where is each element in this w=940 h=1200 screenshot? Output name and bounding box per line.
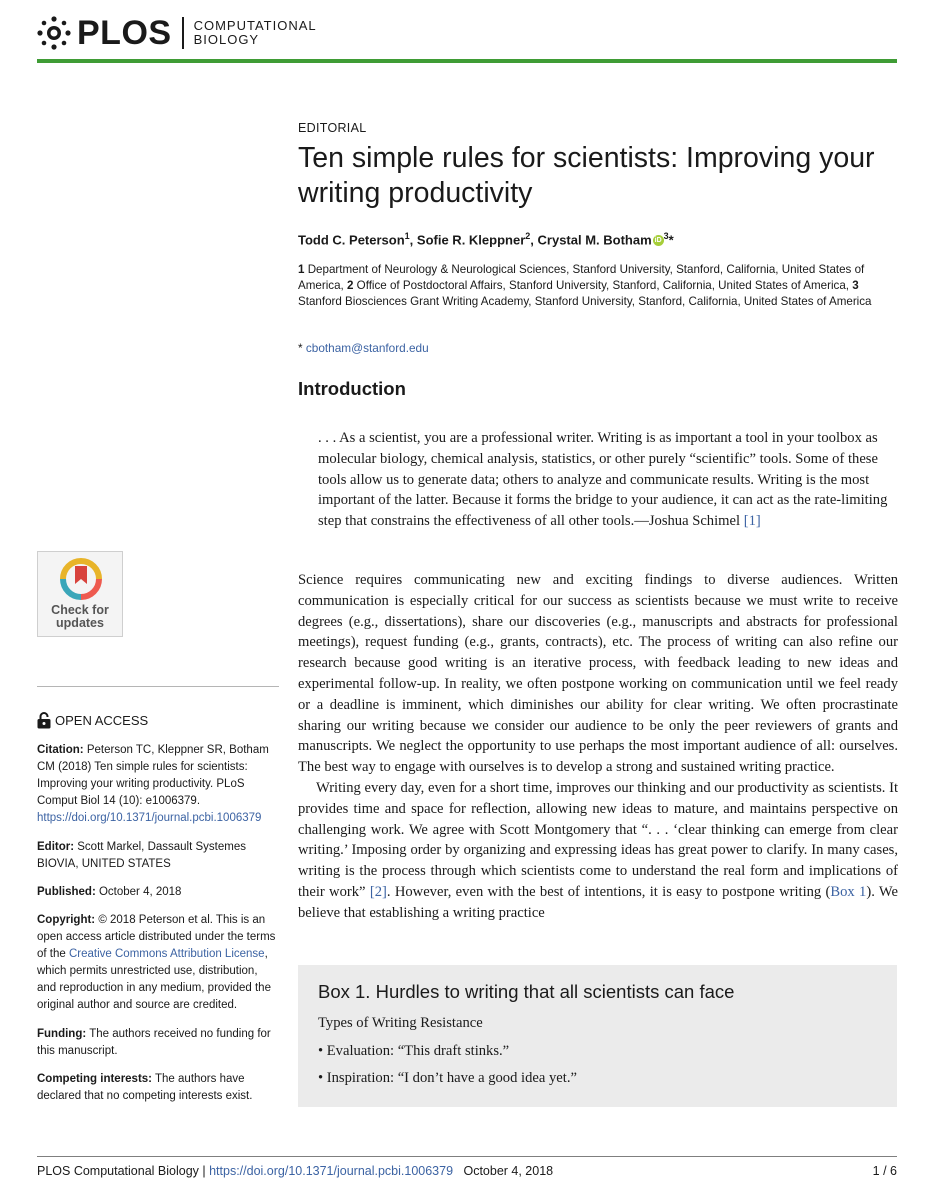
open-lock-icon [37,712,51,729]
paragraph-text: ). We believe that establishing a writing practice [298,883,898,921]
competing-label: Competing interests: [37,1073,153,1085]
plos-sunburst-icon [37,16,71,50]
copyright-block [37,912,277,1014]
body-text [298,570,898,924]
citation-block [37,742,277,827]
footer-rule [37,1156,897,1157]
author-list: Todd C. Peterson$^1$, Sofie R. Kleppner$^2$, Crystal M. Botham iD $^3$* [298,231,674,248]
footer-date: October 4, 2018 [463,1164,554,1178]
article-title: Ten simple rules for scientists: Improving your writing productivity [298,142,875,209]
author-sup: 3 [663,231,669,241]
email-link[interactable]: cbotham@stanford.edu [305,341,429,355]
check-updates-line1: Check for [51,603,109,617]
logo-divider [182,17,184,49]
competing-text: The authors have declared that no competing interests exist. [37,1073,253,1102]
copyright-text-a: © 2018 Peterson et al. This is an open access article distributed under the terms of the [37,914,276,960]
header-rule [37,59,897,63]
paragraph: Science requires communicating new and exciting findings to diverse audiences. Written communication is especially critical for our success as scientists because we must write to receive degrees (e.g., dissertations), share our discoveries (e.g., manuscripts and abstracts for professional meetings), request funding (e.g., grants, contracts), etc. The process of writing can also refine our research because good writing is an iterative process, with feedback leading to new ideas and experimental follow-up. In reality, we often postpone working on communication until we feel ready or a deadline is imminent, which diminishes our ability for clear writing. We often procrastinate sharing our writing because we consider our audience to be only the peer reviewers of grants and manuscripts. We neglect the opportunity to use perhaps the most important audience of all: ourselves. The best way to engage with ourselves is to develop a strong and sustained writing practice. [298,572,898,776]
affiliations [298,262,898,310]
author-name[interactable]: Sofie R. Kleppner [416,232,526,248]
author-sup: 2 [525,231,531,241]
footer-citation [37,1164,553,1178]
paragraph [298,778,898,924]
copyright-text-b: , which permits unrestricted use, distribution, and reproduction in any medium, provided the original author and source are credited. [37,948,271,1011]
quote-text: . . . As a scientist, you are a professional writer. Writing is as important a tool in your toolbox as molecular biology, chemical analysis, statistics, or other purely “scientific” tools. Some of these tools allow us to generate data; others to analyze and communicate results. Writing is the most important of the latter. Because it forms the bridge to your audience, it can act as the rate-limiting step that constrains the effectiveness of all other tools.—Joshua Schimel [318,430,888,530]
editor-text: Scott Markel, Dassault Systemes BIOVIA, UNITED STATES [37,841,246,870]
list-item-text: Evaluation: “This draft stinks.” [326,1043,510,1059]
box-list [318,1043,577,1097]
license-link[interactable]: Creative Commons Attribution License [68,948,265,960]
box-subtitle: Types of Writing Resistance [318,1015,483,1031]
funding-text: The authors received no funding for this manuscript. [37,1028,271,1057]
citation-doi-link[interactable]: https://doi.org/10.1371/journal.pcbi.1006379 [37,812,262,824]
epigraph-quote [318,428,893,532]
box-link[interactable]: Box 1 [830,883,867,900]
journal-name-line1: COMPUTATIONAL [193,18,317,33]
journal-name-line2: BIOLOGY [193,32,260,47]
journal-name [194,19,317,47]
author-name[interactable]: Todd C. Peterson [298,232,405,248]
open-access-text: OPEN ACCESS [55,713,149,728]
published-block [37,884,277,901]
box-1 [298,965,897,1107]
journal-logo[interactable] [37,12,317,54]
author-sup: 1 [404,231,410,241]
page-number: 1 / 6 [872,1164,897,1178]
affiliation-text: Stanford Biosciences Grant Writing Academy, Stanford University, Stanford, California, United States of America [298,295,872,308]
competing-interests-block [37,1071,277,1105]
funding-label: Funding: [37,1028,87,1040]
published-date: October 4, 2018 [98,886,182,898]
editor-block [37,839,277,873]
editor-label: Editor: [37,841,75,853]
box-title: Box 1. Hurdles to writing that all scientists can face [318,981,735,1002]
copyright-label: Copyright: [37,914,96,926]
affiliation-number: 3 [852,279,859,292]
orcid-icon[interactable]: iD [654,237,662,245]
citation-label: Citation: [37,744,84,756]
list-item-text: Inspiration: “I don’t have a good idea yet.” [326,1070,577,1086]
open-access-label [37,712,148,729]
corresponding-email [298,341,429,355]
section-heading: Introduction [298,378,406,399]
check-updates-line2: updates [56,616,104,630]
reference-link[interactable]: [2] [369,883,387,900]
check-updates-icon [60,558,102,602]
sidebar-rule [37,686,279,687]
citation-text: Peterson TC, Kleppner SR, Botham CM (2018) Ten simple rules for scientists: Improving your writing productivity. PLoS Comput Biol 14 (10): e1006379. [37,744,269,807]
affiliation-text: Department of Neurology & Neurological Sciences, Stanford University, Stanford, California, United States of America, [298,263,865,292]
list-item: • Evaluation: “This draft stinks.” [318,1043,510,1059]
email-prefix: * [298,341,303,355]
check-updates-label [38,604,122,630]
article-type: EDITORIAL [298,121,367,135]
list-item: • Inspiration: “I don’t have a good idea yet.” [318,1070,577,1086]
affiliation-number: 1 [298,263,305,276]
check-for-updates-button[interactable] [37,551,123,637]
footer-journal: PLOS Computational Biology | [37,1164,206,1178]
corresponding-mark: * [668,232,674,248]
plos-wordmark: PLOS [77,13,172,52]
footer-doi-link[interactable]: https://doi.org/10.1371/journal.pcbi.1006379 [209,1164,454,1178]
published-label: Published: [37,886,96,898]
reference-link[interactable]: [1] [743,513,761,530]
affiliation-number: 2 [346,279,354,292]
paragraph-text: . However, even with the best of intentions, it is easy to postpone writing ( [386,883,831,900]
funding-block [37,1026,277,1060]
affiliation-text: Office of Postdoctoral Affairs, Stanford University, Stanford, California, United States of America, [356,279,849,292]
paragraph-text: Writing every day, even for a short time, improves our thinking and our productivity as scientists. It provides time and space for reflection, allowing new ideas to mature, and maintains perspective on challenging work. We agree with Scott Montgomery that “. . . ‘clear thinking can emerge from clear writing.’ Imposing order by organizing and expressing ideas has great power to clarify. In many cases, writing is the process through which scientists come to understand the real form and implications of their work” [298,779,898,900]
author-name[interactable]: Crystal M. Botham [537,232,652,248]
